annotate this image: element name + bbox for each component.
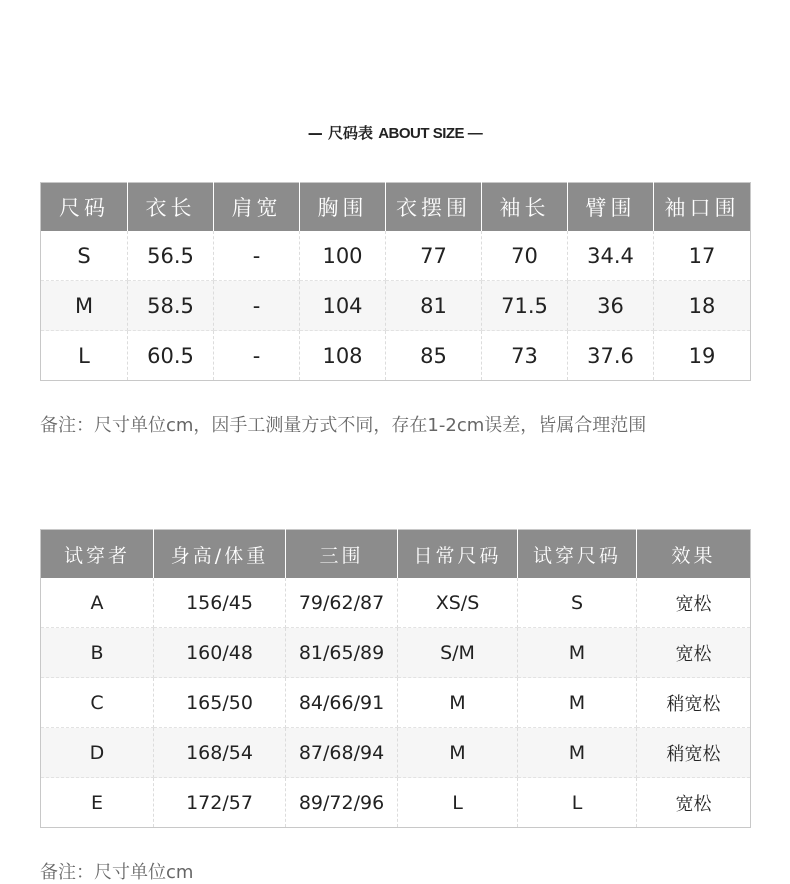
table-row xyxy=(41,578,751,628)
cell-arm: 37.6 xyxy=(568,331,654,381)
cell-length: 60.5 xyxy=(128,331,214,381)
cell-sleeve: 70 xyxy=(482,231,568,281)
cell-length: 58.5 xyxy=(128,281,214,331)
cell-model: E xyxy=(41,778,154,828)
table-row xyxy=(41,331,751,381)
cell-chest: 104 xyxy=(300,281,386,331)
header-model: 试穿者 xyxy=(41,530,154,579)
header-arm: 臂围 xyxy=(568,183,654,232)
header-usual-size: 日常尺码 xyxy=(398,530,518,579)
cell-tried-size: M xyxy=(518,728,637,778)
table-row xyxy=(41,281,751,331)
cell-arm: 36 xyxy=(568,281,654,331)
cell-chest: 108 xyxy=(300,331,386,381)
header-sleeve: 袖长 xyxy=(482,183,568,232)
cell-measurements: 87/68/94 xyxy=(286,728,398,778)
fit-table xyxy=(40,529,751,828)
cell-size: M xyxy=(41,281,128,331)
size-table-header xyxy=(41,183,751,232)
cell-effect: 宽松 xyxy=(637,628,751,678)
cell-measurements: 84/66/91 xyxy=(286,678,398,728)
size-chart-title xyxy=(0,122,790,143)
cell-tried-size: M xyxy=(518,628,637,678)
cell-sleeve: 73 xyxy=(482,331,568,381)
header-hem: 衣摆围 xyxy=(386,183,482,232)
header-shoulder: 肩宽 xyxy=(214,183,300,232)
table-row xyxy=(41,231,751,281)
header-measurements: 三围 xyxy=(286,530,398,579)
table-row xyxy=(41,678,751,728)
header-cuff: 袖口围 xyxy=(654,183,751,232)
header-size: 尺码 xyxy=(41,183,128,232)
cell-cuff: 18 xyxy=(654,281,751,331)
cell-effect: 宽松 xyxy=(637,578,751,628)
cell-hem: 85 xyxy=(386,331,482,381)
cell-tried-size: S xyxy=(518,578,637,628)
cell-usual-size: XS/S xyxy=(398,578,518,628)
cell-usual-size: L xyxy=(398,778,518,828)
fit-table-header xyxy=(41,530,751,579)
cell-sleeve: 71.5 xyxy=(482,281,568,331)
cell-model: B xyxy=(41,628,154,678)
cell-effect: 宽松 xyxy=(675,793,712,815)
cell-height-weight: 160/48 xyxy=(154,628,286,678)
size-table xyxy=(40,182,751,381)
cell-measurements: 81/65/89 xyxy=(286,628,398,678)
cell-height-weight: 165/50 xyxy=(154,678,286,728)
cell-tried-size: L xyxy=(518,778,637,828)
cell-hem: 77 xyxy=(386,231,482,281)
header-tried-size: 试穿尺码 xyxy=(518,530,637,579)
table-row xyxy=(41,778,751,828)
title-cn: — 尺码表 xyxy=(307,124,373,142)
header-chest: 胸围 xyxy=(300,183,386,232)
title-en: ABOUT SIZE — xyxy=(378,125,483,142)
cell-usual-size: M xyxy=(398,678,518,728)
size-note: 备注：尺寸单位cm，因手工测量方式不同，存在1-2cm误差，皆属合理范围 xyxy=(40,415,647,436)
cell-height-weight: 168/54 xyxy=(154,728,286,778)
cell-tried-size: M xyxy=(518,678,637,728)
cell-effect: 稍宽松 xyxy=(637,728,751,778)
header-effect: 效果 xyxy=(637,530,751,579)
cell-effect: 稍宽松 xyxy=(637,678,751,728)
cell-measurements: 79/62/87 xyxy=(286,578,398,628)
cell-cuff: 17 xyxy=(654,231,751,281)
table-row xyxy=(41,728,751,778)
cell-length: 56.5 xyxy=(128,231,214,281)
cell-height-weight: 172/57 xyxy=(154,778,286,828)
fit-note: 备注：尺寸单位cm xyxy=(40,862,194,883)
cell-height-weight: 156/45 xyxy=(154,578,286,628)
cell-shoulder: - xyxy=(214,231,300,281)
cell-usual-size: M xyxy=(398,728,518,778)
cell-arm: 34.4 xyxy=(568,231,654,281)
cell-shoulder: - xyxy=(214,281,300,331)
header-length: 衣长 xyxy=(128,183,214,232)
cell-model: D xyxy=(41,728,154,778)
cell-cuff: 19 xyxy=(688,343,716,368)
cell-size: L xyxy=(41,331,128,381)
cell-model: C xyxy=(41,678,154,728)
cell-model: A xyxy=(41,578,154,628)
cell-shoulder: - xyxy=(214,331,300,381)
cell-hem: 81 xyxy=(386,281,482,331)
cell-size: S xyxy=(41,231,128,281)
table-row xyxy=(41,628,751,678)
header-height-weight: 身高/体重 xyxy=(154,530,286,579)
cell-measurements: 89/72/96 xyxy=(286,778,398,828)
cell-chest: 100 xyxy=(300,231,386,281)
cell-usual-size: S/M xyxy=(398,628,518,678)
